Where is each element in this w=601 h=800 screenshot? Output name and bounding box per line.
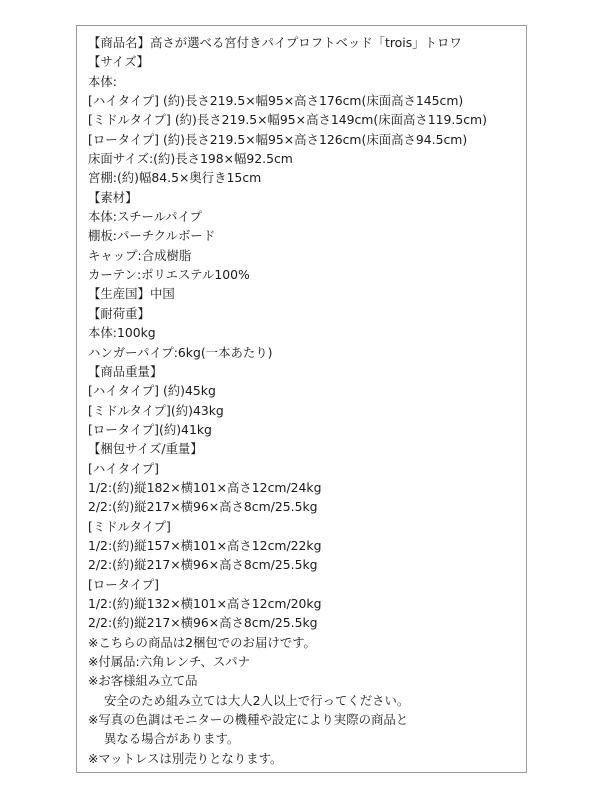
spec-line: ※こちらの商品は2梱包でのお届けです。 <box>88 634 316 650</box>
spec-line: [ミドルタイプ](約)43kg <box>88 402 224 418</box>
spec-line: 【生産国】中国 <box>88 286 175 302</box>
spec-line: [ハイタイプ] (約)長さ219.5×幅95×高さ176cm(床面高さ145cm) <box>88 93 464 109</box>
spec-line: [ロータイプ](約)41kg <box>88 421 212 437</box>
spec-line: ※写真の色調はモニターの機種や設定により実際の商品と <box>88 712 409 728</box>
spec-line: 1/2:(約)縦182×横101×高さ12cm/24kg <box>88 479 322 495</box>
spec-line: [ハイタイプ] (約)45kg <box>88 383 216 399</box>
spec-line: [ハイタイプ] <box>88 460 160 476</box>
spec-line: 床面サイズ:(約)長さ198×幅92.5cm <box>88 151 293 167</box>
spec-line: ハンガーパイプ:6kg(一本あたり) <box>88 344 273 360</box>
spec-line: 安全のため組み立ては大人2人以上で行ってください。 <box>104 692 410 708</box>
spec-line: 棚板:パーチクルボード <box>88 228 216 244</box>
spec-line: 【耐荷重】 <box>88 305 150 321</box>
product-spec-list <box>88 33 518 768</box>
spec-line: 1/2:(約)縦132×横101×高さ12cm/20kg <box>88 595 322 611</box>
spec-line: 異なる場合があります。 <box>104 731 240 747</box>
spec-line: カーテン:ポリエステル100% <box>88 267 250 283</box>
spec-line: ※お客様組み立て品 <box>88 673 198 689</box>
spec-line: キャップ:合成樹脂 <box>88 247 192 263</box>
spec-line: ※マットレスは別売りとなります。 <box>88 750 283 766</box>
spec-line: 【梱包サイズ/重量】 <box>88 441 203 457</box>
spec-line: 1/2:(約)縦157×横101×高さ12cm/22kg <box>88 537 322 553</box>
spec-line: 宮棚:(約)幅84.5×奥行き15cm <box>88 170 262 186</box>
spec-line: 【素材】 <box>88 189 138 205</box>
spec-line: [ロータイプ] <box>88 576 160 592</box>
spec-line: 本体:100kg <box>88 325 156 341</box>
spec-line: 2/2:(約)縦217×横96×高さ8cm/25.5kg <box>88 557 318 573</box>
spec-line: 【商品重量】 <box>88 363 163 379</box>
spec-line: ※付属品:六角レンチ、スパナ <box>88 654 251 669</box>
spec-line: 本体:スチールパイプ <box>88 209 202 225</box>
spec-line: 【商品名】高さが選べる宮付きパイプロフトベッド「trois」トロワ <box>88 35 462 50</box>
spec-line: [ロータイプ] (約)長さ219.5×幅95×高さ126cm(床面高さ94.5cm) <box>88 131 468 147</box>
spec-line: 2/2:(約)縦217×横96×高さ8cm/25.5kg <box>88 615 318 631</box>
spec-line: 【サイズ】 <box>88 54 149 70</box>
spec-line: [ミドルタイプ] <box>88 518 171 534</box>
spec-line: 2/2:(約)縦217×横96×高さ8cm/25.5kg <box>88 499 318 515</box>
spec-line: 本体: <box>88 73 117 89</box>
spec-line: [ミドルタイプ] (約)長さ219.5×幅95×高さ149cm(床面高さ119.5cm) <box>88 112 487 128</box>
